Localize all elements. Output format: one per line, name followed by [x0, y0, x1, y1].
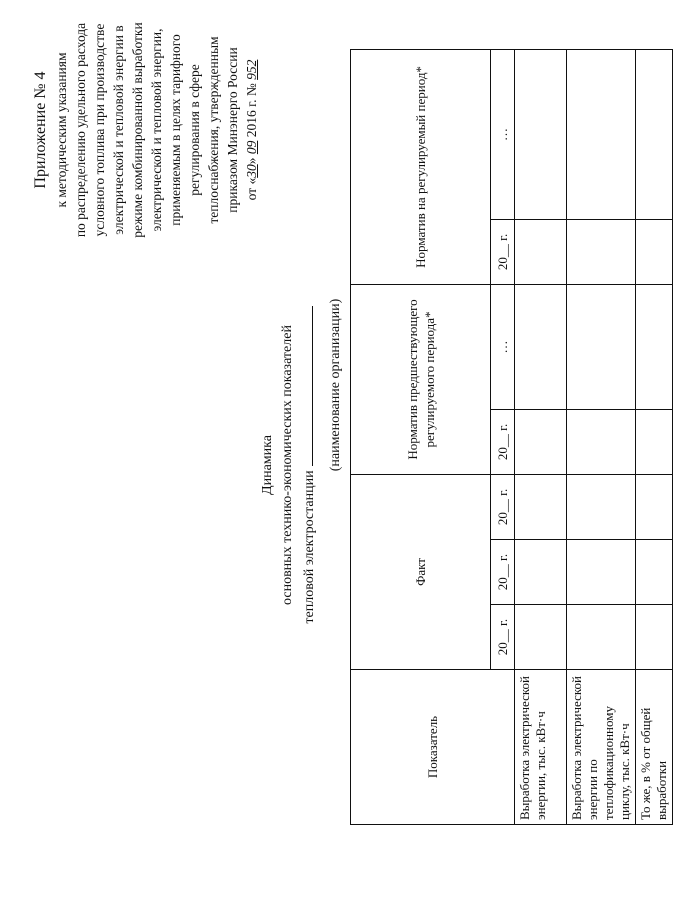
data-cell — [515, 219, 567, 284]
data-cell — [636, 540, 673, 605]
data-cell — [636, 474, 673, 539]
data-cell — [515, 409, 567, 474]
appendix-line: теплоснабжения, утвержденным — [206, 36, 221, 224]
year-cell: 20__ г. — [491, 540, 515, 605]
data-cell — [567, 409, 636, 474]
appendix-line: режиме комбинированной выработки — [130, 22, 145, 238]
fact-group-header: Факт — [351, 474, 491, 669]
prev-norm-group-header: Норматив предшествующего регулируемого периода* — [351, 284, 491, 474]
ellipsis-cell: … — [491, 284, 515, 409]
appendix-line: приказом Минэнерго России — [225, 47, 240, 213]
date-month: 09 — [244, 140, 259, 155]
order-number: 952 — [244, 59, 259, 80]
data-cell — [515, 474, 567, 539]
heading-title: Динамика — [260, 435, 275, 495]
row-label: То же, в % от общей выработки — [636, 670, 673, 825]
appendix-line: по распределению удельного расхода — [73, 22, 88, 238]
data-cell — [567, 540, 636, 605]
ellipsis-cell: … — [491, 49, 515, 219]
order-date-line — [242, 20, 261, 240]
table-row — [567, 49, 636, 824]
appendix-line: электрической и тепловой энергии, — [149, 28, 164, 232]
col-indicator-header: Показатель — [351, 670, 515, 825]
organization-caption: (наименование организации) — [328, 298, 343, 472]
appendix-title: Приложение № 4 — [32, 71, 49, 189]
document-heading — [258, 255, 346, 675]
data-cell — [636, 605, 673, 670]
data-cell — [515, 540, 567, 605]
appendix-line: регулирования в сфере — [187, 64, 202, 196]
data-cell — [567, 605, 636, 670]
year-cell: 20__ г. — [491, 219, 515, 284]
data-cell — [636, 49, 673, 219]
date-prefix: от « — [244, 177, 259, 201]
year-cell: 20__ г. — [491, 605, 515, 670]
year-cell: 20__ г. — [491, 409, 515, 474]
data-cell — [567, 284, 636, 409]
date-suffix: 2016 г. № — [244, 79, 259, 141]
data-cell — [636, 284, 673, 409]
appendix-line: условного топлива при производстве — [92, 23, 107, 237]
data-cell — [567, 219, 636, 284]
indicators-table — [350, 49, 673, 825]
date-day: 30 — [244, 164, 259, 178]
organization-name-field — [298, 306, 313, 466]
year-cell: 20__ г. — [491, 474, 515, 539]
appendix-line: к методическим указаниям — [54, 52, 69, 208]
row-label: Выработка электрической энергии, тыс. кВт·ч — [515, 670, 567, 825]
data-cell — [636, 409, 673, 474]
appendix-line: электрической и тепловой энергии в — [111, 25, 126, 235]
appendix-line: применяемым в целях тарифного — [168, 34, 183, 226]
data-cell — [567, 474, 636, 539]
data-cell — [515, 284, 567, 409]
norm-group-header: Норматив на регулируемый период* — [351, 49, 491, 284]
data-cell — [515, 605, 567, 670]
heading-subtitle: основных технико-экономических показателей — [280, 325, 295, 605]
data-cell — [636, 219, 673, 284]
table-row — [636, 49, 673, 824]
data-cell — [567, 49, 636, 219]
row-label: Выработка электрической энергии по теплофикационному циклу, тыс. кВт·ч — [567, 670, 636, 825]
station-label: тепловой электростанции — [302, 470, 317, 624]
table-row — [515, 49, 567, 824]
data-cell — [515, 49, 567, 219]
header-row — [351, 49, 491, 824]
station-line — [298, 255, 320, 675]
date-mid: » — [244, 154, 259, 165]
appendix-block — [30, 20, 261, 240]
